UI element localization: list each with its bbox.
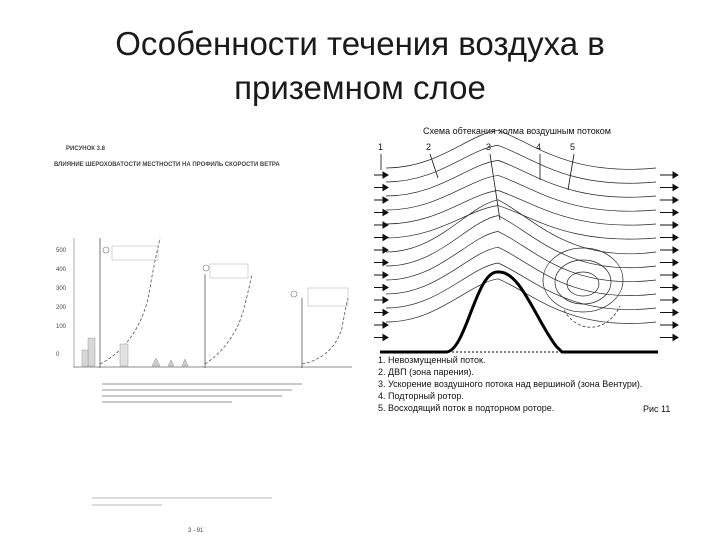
flow-arrow-head (673, 235, 678, 241)
flow-arrow-head (673, 272, 678, 278)
flow-arrow-head (673, 197, 678, 203)
flow-arrow-head (383, 260, 388, 266)
zone-label-3: 3 (486, 142, 492, 152)
figure-ref: Рис 11 (643, 404, 671, 414)
legend-item-4: 4. Подторный ротор. (378, 391, 464, 401)
flow-arrow-head (383, 272, 388, 278)
flow-arrow-head (383, 222, 388, 228)
flow-arrow-head (383, 210, 388, 216)
y-tick-label: 200 (56, 305, 67, 311)
y-tick-label: 0 (56, 352, 60, 358)
y-axis-ticks (56, 248, 67, 358)
flow-arrow-head (673, 322, 678, 328)
flow-arrow-head (673, 285, 678, 291)
zone-label-5: 5 (570, 142, 576, 152)
flow-arrow-head (383, 322, 388, 328)
zone-label-1: 1 (378, 142, 384, 152)
diagram-legend (378, 355, 642, 413)
legend-item-2: 2. ДВП (зона парения). (378, 367, 474, 377)
zone-labels (378, 142, 575, 152)
zone-label-2: 2 (426, 142, 432, 152)
zone-label-4: 4 (536, 142, 542, 152)
flow-arrow-head (673, 310, 678, 316)
flow-arrow-head (383, 197, 388, 203)
flow-arrow-head (383, 335, 388, 341)
flow-arrow-head (673, 210, 678, 216)
y-tick-label: 500 (56, 248, 67, 254)
flow-arrow-head (383, 310, 388, 316)
title-line-2: приземном слое (234, 69, 486, 106)
flow-arrow-head (383, 235, 388, 241)
flow-arrow-head (673, 260, 678, 266)
flow-arrow-head (383, 297, 388, 303)
streamline (386, 191, 656, 226)
hill-flow-diagram (368, 120, 688, 420)
hill-profile (380, 272, 658, 352)
y-tick-label: 100 (56, 324, 67, 330)
figure-header: РИСУНОК 3.8 (66, 146, 105, 152)
figure-caption-scan (102, 384, 302, 402)
inflow-arrows (374, 172, 388, 341)
streamline (386, 200, 656, 254)
lee-rotor (543, 248, 623, 327)
figure-subheader: ВЛИЯНИЕ ШЕРОХОВАТОСТИ МЕСТНОСТИ НА ПРОФИЛЬ СКОРОСТИ ВЕТРА (54, 162, 280, 168)
y-tick-label: 300 (56, 286, 67, 292)
flow-arrow-head (673, 185, 678, 191)
profile-suburbs (152, 264, 252, 368)
legend-item-1: 1. Невозмущенный поток. (378, 355, 486, 365)
flow-arrow-head (383, 285, 388, 291)
profile-city (82, 238, 160, 368)
slide-title (0, 22, 720, 110)
legend-item-5: 5. Восходящий поток в подторном роторе. (378, 403, 555, 413)
title-line-1: Особенности течения воздуха в (115, 25, 605, 62)
flow-arrow-head (673, 335, 678, 341)
footnote-scan (92, 498, 272, 505)
flow-arrow-head (673, 247, 678, 253)
flow-arrow-head (673, 172, 678, 178)
streamline (386, 160, 656, 197)
legend-item-3: 3. Ускорение воздушного потока над вершиной (зона Вентури). (378, 379, 643, 389)
profile-open (291, 288, 348, 368)
streamline (386, 175, 656, 211)
flow-arrow-head (673, 222, 678, 228)
diagram-title: Схема обтекания холма воздушным потоком (423, 126, 611, 136)
flow-arrow-head (383, 172, 388, 178)
page-number: 3 - 91 (188, 528, 204, 534)
streamlines (386, 130, 656, 323)
flow-arrow-head (673, 297, 678, 303)
y-tick-label: 400 (56, 267, 67, 273)
wind-profile-figure (52, 138, 362, 538)
outflow-arrows (660, 172, 678, 341)
flow-arrow-head (383, 185, 388, 191)
